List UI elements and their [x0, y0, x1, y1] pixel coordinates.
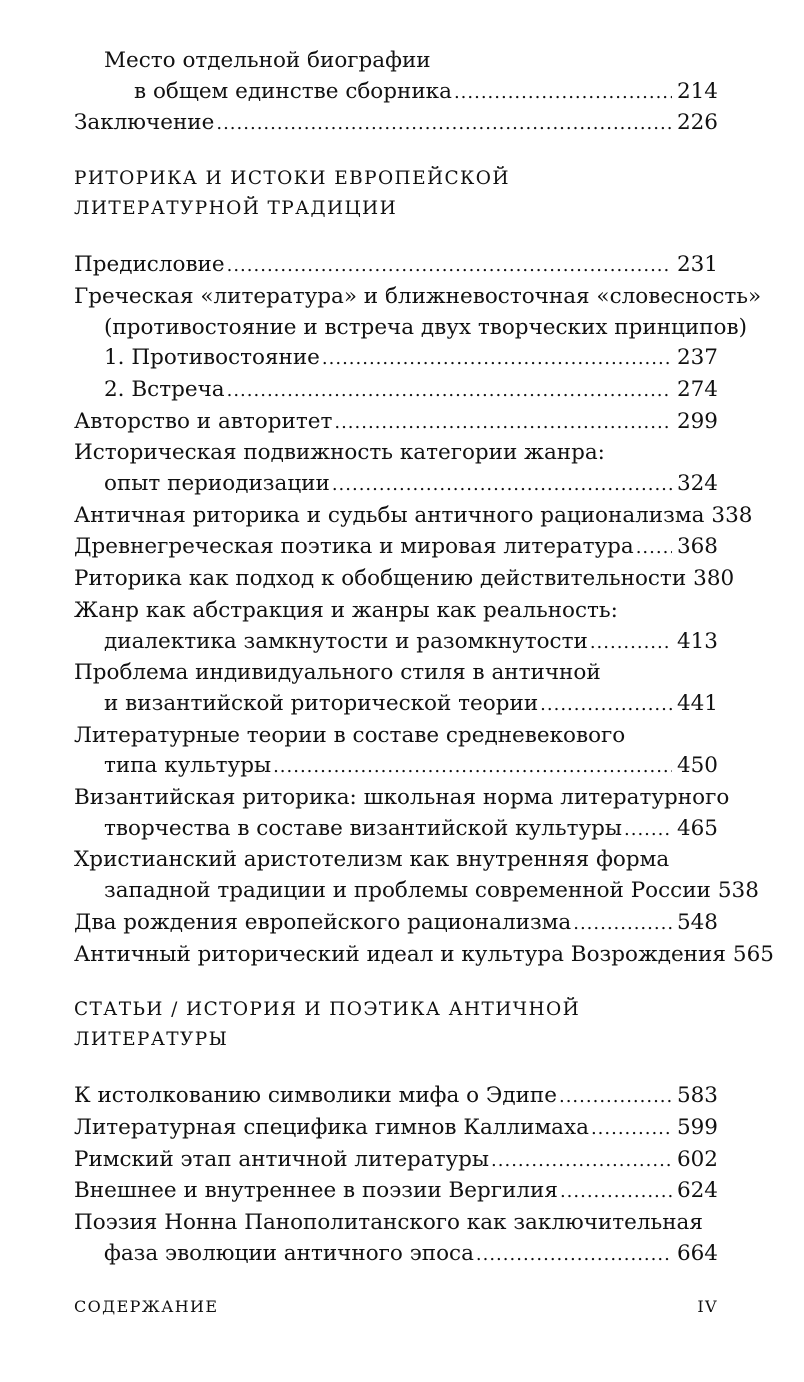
toc-entry	[74, 1176, 718, 1208]
toc-entry-title: Историческая подвижность категории жанра:	[74, 440, 605, 466]
toc-entry-title: Жанр как абстракция и жанры как реальность:	[74, 597, 618, 623]
toc-entry-title: типа культуры	[104, 753, 272, 779]
toc-page-number: 441	[676, 690, 718, 716]
toc-entry	[74, 658, 718, 720]
toc-entry	[74, 564, 735, 596]
toc-entry-title: творчества в составе византийской культуры	[104, 815, 622, 841]
toc-entry-title: Литературная специфика гимнов Каллимаха	[74, 1114, 589, 1140]
toc-entry	[74, 908, 718, 940]
dot-leader	[560, 1177, 672, 1208]
toc-entry-title: Авторство и авторитет	[74, 408, 333, 434]
toc-entry-title: К истолкованию символики мифа о Эдипе	[74, 1083, 557, 1109]
toc-entry	[74, 596, 718, 658]
toc-page-number: 237	[676, 345, 718, 371]
toc-entry	[74, 438, 718, 500]
running-head: СОДЕРЖАНИЕ	[74, 1297, 219, 1316]
toc-entry	[74, 721, 718, 783]
toc-entry-title: Греческая «литература» и ближневосточная «словесность»	[74, 283, 762, 309]
section-heading-line: РИТОРИКА И ИСТОКИ ЕВРОПЕЙСКОЙ	[74, 168, 510, 190]
page-number: IV	[697, 1297, 718, 1316]
toc-entry	[74, 250, 718, 282]
dot-leader	[216, 109, 672, 140]
dot-leader	[334, 408, 672, 439]
toc-page-number: 624	[676, 1178, 718, 1204]
dot-leader	[322, 344, 672, 375]
toc-entry	[74, 343, 718, 375]
dot-leader	[491, 1146, 672, 1177]
toc-section-rhetoric	[74, 250, 774, 971]
table-of-contents	[74, 46, 774, 1271]
toc-entry-title: опыт периодизации	[104, 471, 330, 497]
section-heading-articles	[74, 995, 718, 1055]
toc-entry-title: Античный риторический идеал и культура Возрождения	[74, 941, 726, 967]
dot-leader	[273, 752, 672, 783]
toc-entry-title: Римский этап античной литературы	[74, 1146, 490, 1172]
toc-entry-title: Древнегреческая поэтика и мировая литература	[74, 534, 634, 560]
toc-entry	[74, 108, 718, 140]
toc-entry	[74, 1145, 718, 1177]
section-heading-rhetoric	[74, 164, 718, 224]
dot-leader	[476, 1240, 672, 1271]
toc-entry-title: 1. Противостояние	[104, 345, 320, 371]
toc-page-number: 664	[676, 1240, 718, 1266]
toc-page-number: 538	[717, 878, 759, 904]
toc-page-number: 599	[676, 1114, 718, 1140]
dot-leader	[332, 470, 672, 501]
toc-entry	[74, 375, 718, 407]
toc-entry-title: западной традиции и проблемы современной России	[104, 878, 711, 904]
toc-entry-title: Два рождения европейского рационализма	[74, 909, 572, 935]
toc-entry-title: и византийской риторической теории	[104, 690, 539, 716]
toc-entry	[74, 940, 774, 972]
toc-page-number: 214	[676, 78, 718, 104]
dot-leader	[227, 251, 672, 282]
toc-page-number: 338	[711, 502, 753, 528]
toc-page-number: 583	[676, 1083, 718, 1109]
dot-leader	[590, 628, 672, 659]
toc-entry-title: Поэзия Нонна Панополитанского как заключительная	[74, 1210, 703, 1236]
toc-entry	[74, 282, 762, 343]
toc-entry-title: Место отдельной биографии	[104, 48, 431, 73]
toc-entry-title: Заключение	[74, 110, 215, 136]
toc-page-number: 602	[676, 1146, 718, 1172]
toc-page-number: 450	[676, 753, 718, 779]
toc-page-number: 226	[676, 110, 718, 136]
section-heading-line: СТАТЬИ / ИСТОРИЯ И ПОЭТИКА АНТИЧНОЙ ЛИТЕРАТУРЫ	[74, 999, 581, 1051]
toc-entry	[74, 501, 753, 533]
toc-page-number: 231	[676, 252, 718, 278]
toc-entry	[74, 783, 730, 845]
toc-entry	[74, 1081, 718, 1113]
section-heading-line: ЛИТЕРАТУРНОЙ ТРАДИЦИИ	[74, 198, 398, 220]
toc-entry-title: Предисловие	[74, 252, 225, 278]
toc-page-number: 413	[676, 628, 718, 654]
toc-page-number: 465	[676, 815, 718, 841]
toc-entry-title: 2. Встреча	[104, 376, 225, 402]
dot-leader	[227, 376, 672, 407]
toc-entry-title: фаза эволюции античного эпоса	[104, 1240, 474, 1266]
dot-leader	[454, 78, 672, 109]
toc-entry-title: Литературные теории в составе средневекового	[74, 722, 626, 748]
toc-entry-title: Античная риторика и судьбы античного рационализма	[74, 502, 705, 528]
toc-entry	[74, 407, 718, 439]
toc-page-number: 380	[693, 566, 735, 592]
toc-page-number: 368	[676, 534, 718, 560]
toc-entry-title: Внешнее и внутреннее в поэзии Вергилия	[74, 1178, 558, 1204]
toc-entry-title: Византийская риторика: школьная норма литературного	[74, 785, 730, 811]
toc-entry	[74, 1208, 718, 1270]
toc-entry-title: (противостояние и встреча двух творческих принципов)	[104, 314, 747, 340]
dot-leader	[636, 533, 672, 564]
toc-entry	[74, 1113, 718, 1145]
toc-entry	[74, 845, 759, 907]
dot-leader	[591, 1114, 672, 1145]
toc-entry-title: Риторика как подход к обобщению действительности	[74, 566, 687, 592]
toc-page-number: 565	[732, 941, 774, 967]
toc-section-articles	[74, 1081, 718, 1270]
page-footer	[74, 1297, 718, 1316]
toc-entry-title: в общем единстве сборника	[134, 78, 452, 104]
toc-top-entries	[74, 46, 718, 140]
toc-entry	[74, 46, 718, 108]
toc-page-number: 299	[676, 408, 718, 434]
toc-entry-title: диалектика замкнутости и разомкнутости	[104, 628, 588, 654]
dot-leader	[573, 909, 672, 940]
toc-page-number: 548	[676, 909, 718, 935]
toc-entry	[74, 532, 718, 564]
toc-page-number: 274	[676, 376, 718, 402]
toc-page-number: 324	[676, 471, 718, 497]
dot-leader	[624, 815, 672, 846]
dot-leader	[540, 690, 672, 721]
toc-entry-title: Христианский аристотелизм как внутренняя форма	[74, 847, 670, 873]
toc-entry-title: Проблема индивидуального стиля в античной	[74, 660, 601, 686]
dot-leader	[559, 1082, 672, 1113]
